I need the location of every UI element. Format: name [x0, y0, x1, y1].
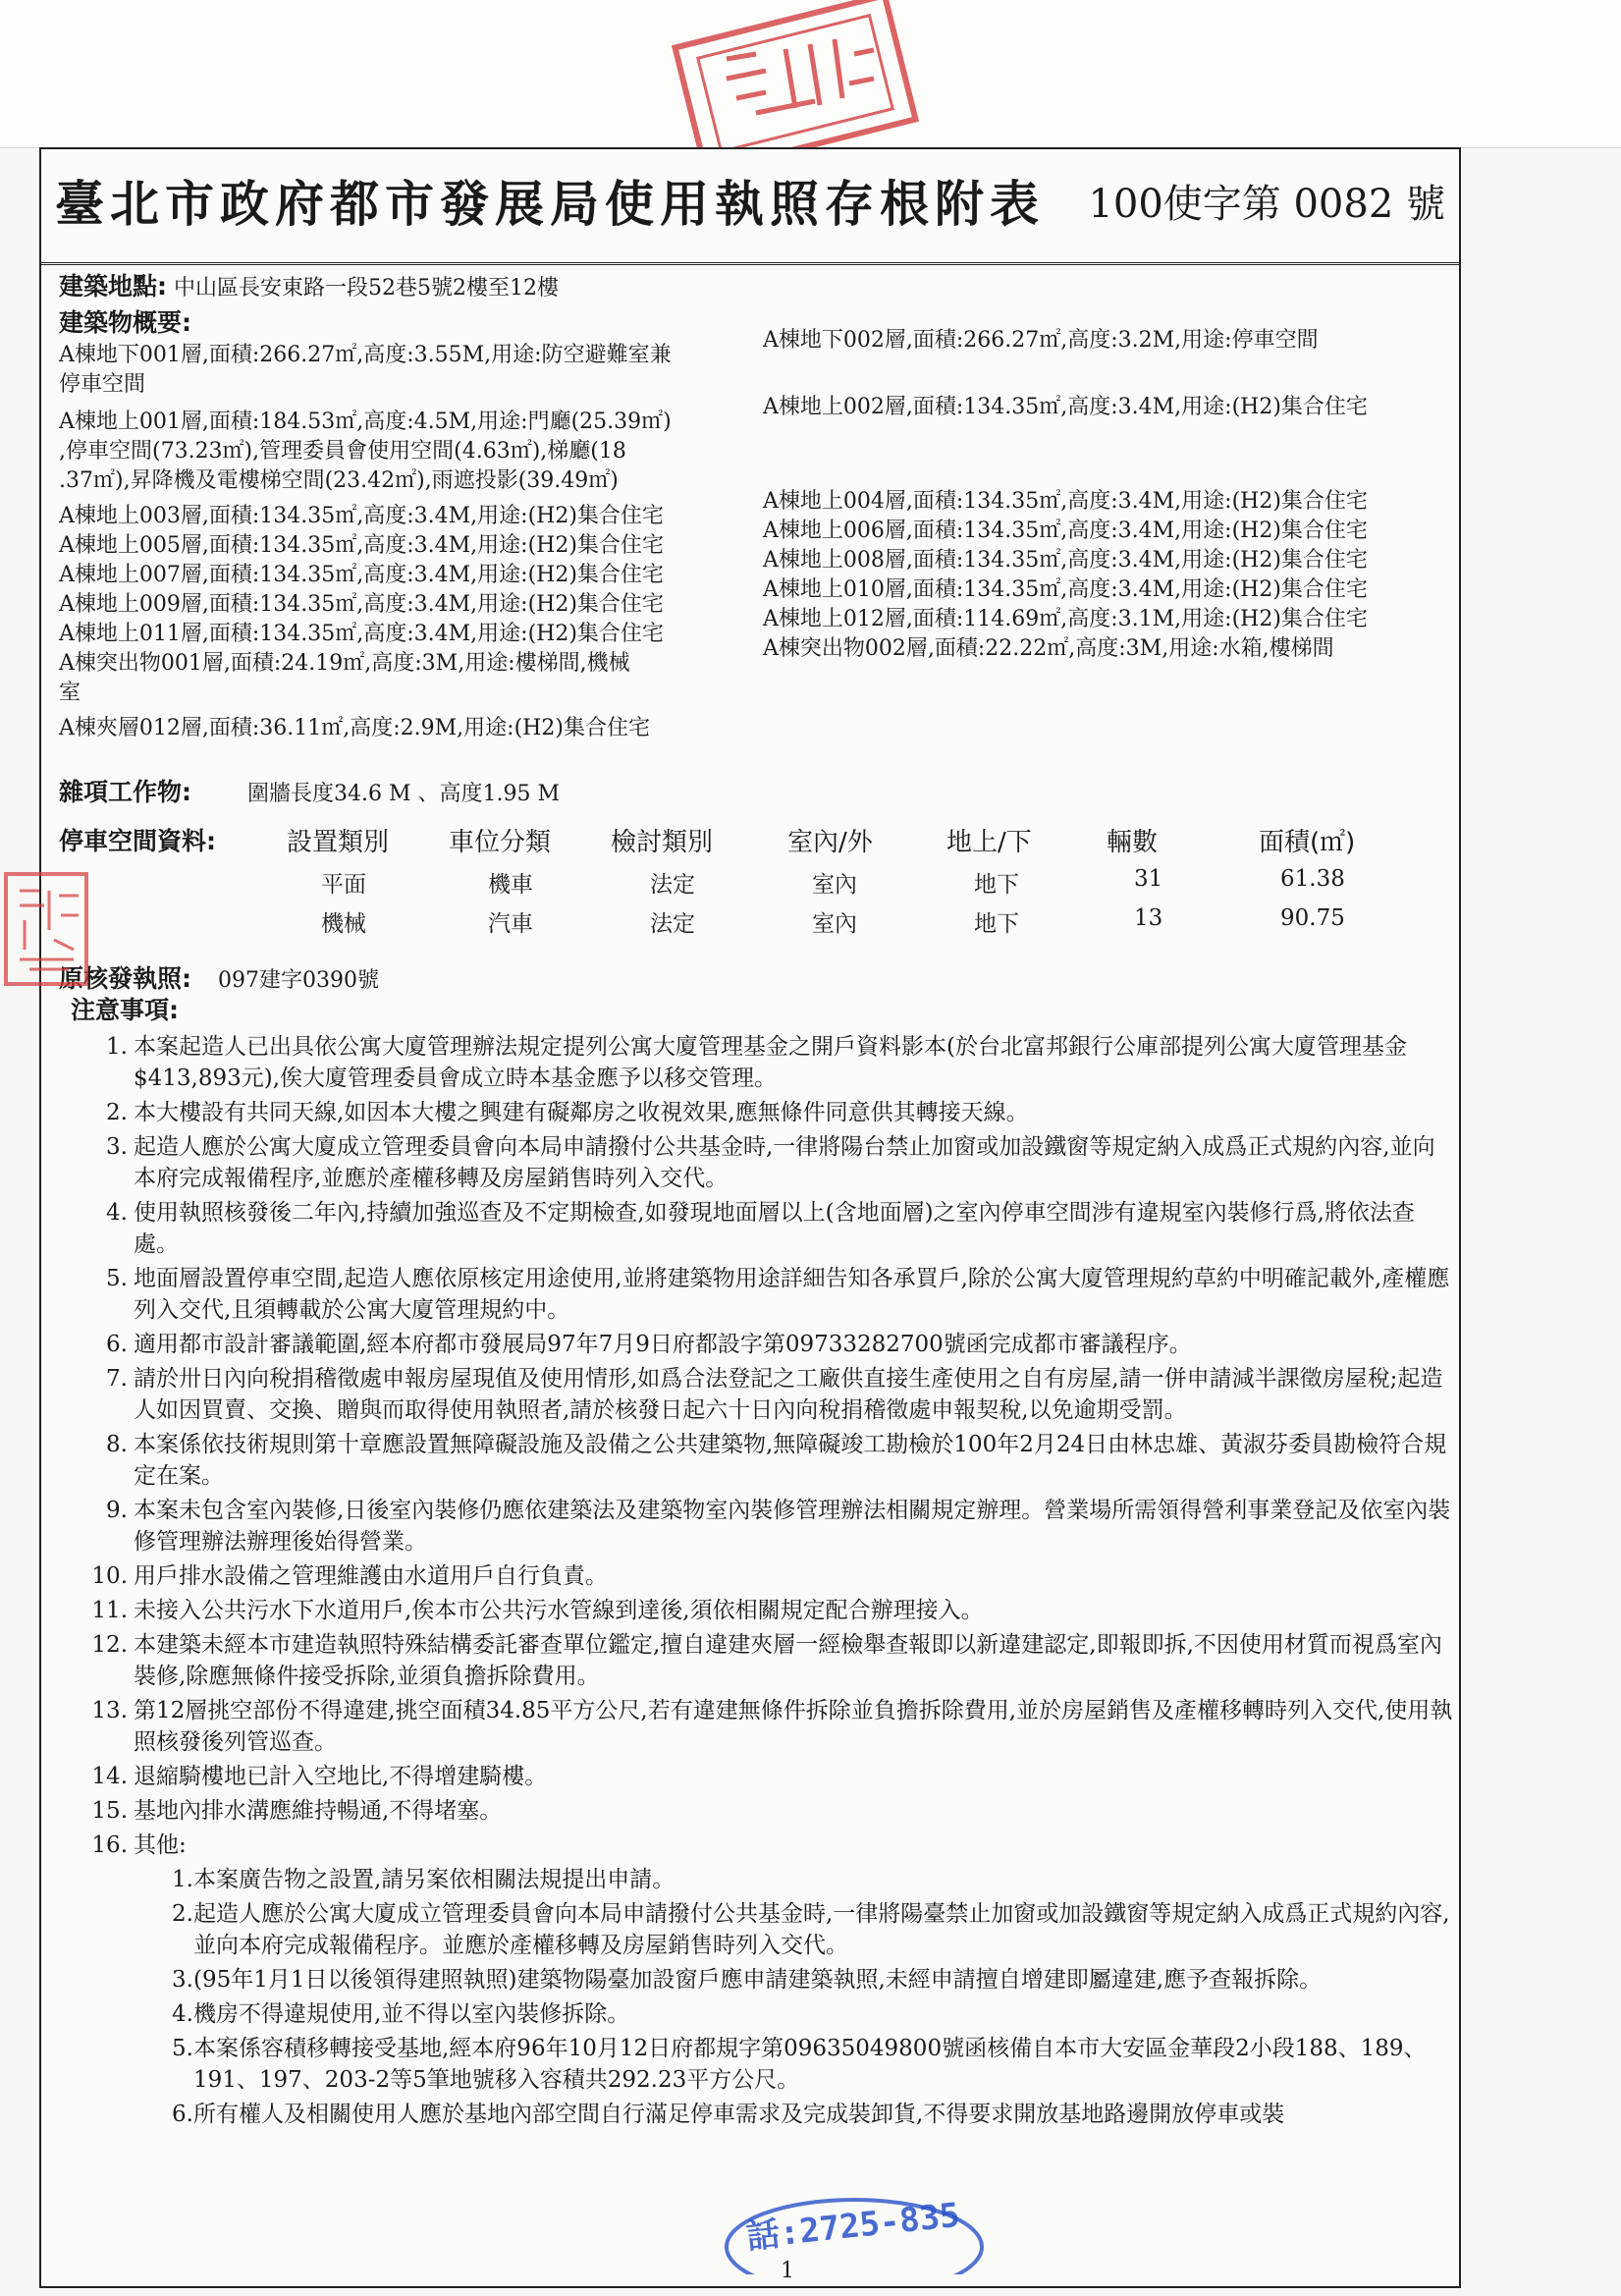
parking-header: 室內/外: [787, 828, 873, 857]
parking-label: 停車空間資料:: [59, 827, 216, 855]
parking-header: 輛數: [1107, 828, 1159, 857]
note-number: 13.: [91, 1698, 128, 1723]
original-permit-row: [59, 964, 379, 996]
parking-cell: 90.75: [1280, 905, 1345, 931]
table-row: [41, 905, 1459, 939]
list-item: [59, 1031, 1453, 1094]
note-text: 適用都市設計審議範圍,經本府都市發展局97年7月9日府都設字第09733282700號函完成都市審議程序。: [134, 1332, 1192, 1357]
overview-line: A棟地上012層,面積:114.69㎡,高度:3.1M,用途:(H2)集合住宅: [763, 607, 1368, 631]
list-item: [59, 1329, 1453, 1360]
parking-header-row: [41, 822, 1459, 861]
list-item: [59, 1263, 1453, 1326]
list-item: [172, 2099, 1453, 2130]
document-title: 臺北市政府都市發展局使用執照存根附表: [55, 175, 1045, 233]
notes-list: [59, 1031, 1453, 2133]
sub-note-number: 4.: [172, 2001, 193, 2027]
overview-line: A棟地上011層,面積:134.35㎡,高度:3.4M,用途:(H2)集合住宅: [59, 622, 664, 646]
parking-header: 地上/下: [946, 828, 1032, 857]
note-number: 16.: [91, 1832, 128, 1858]
note-text: 第12層挑空部份不得違建,挑空面積34.85平方公尺,若有違建無條件拆除並負擔拆除費用,並於房屋銷售及產權移轉時列入交代,使用執照核發後列管巡查。: [134, 1698, 1453, 1755]
overview-line: 停車空間: [59, 372, 146, 397]
official-seal-top: [648, 0, 943, 157]
overview-label: 建築物概要:: [59, 308, 191, 337]
parking-cell: 機械: [321, 911, 366, 937]
overview-line: A棟突出物002層,面積:22.22㎡,高度:3M,用途:水箱,樓梯間: [763, 636, 1334, 661]
note-text: 請於卅日內向稅捐稽徵處申報房屋現值及使用情形,如爲合法登記之工廠供直接生產使用之自有房屋,請一併申請減半課徵房屋稅;起造人如因買賣、交換、贈與而取得使用執照者,請於核發日起六十日內向稅捐稽徵處申報契稅,以免逾期受罰。: [134, 1366, 1443, 1423]
overview-line: A棟地下001層,面積:266.27㎡,高度:3.55M,用途:防空避難室兼: [59, 343, 672, 367]
sub-note-text: 本案廣告物之設置,請另案依相關法規提出申請。: [193, 1867, 675, 1892]
sub-note-number: 6.: [172, 2102, 193, 2127]
blue-stamp-bottom: [712, 2188, 997, 2274]
note-number: 2.: [106, 1100, 128, 1125]
list-item: [59, 1197, 1453, 1260]
note-text: 本大樓設有共同天線,如因本大樓之興建有礙鄰房之收視效果,應無條件同意供其轉接天線。: [134, 1100, 1029, 1125]
overview-line: A棟地上004層,面積:134.35㎡,高度:3.4M,用途:(H2)集合住宅: [763, 489, 1368, 514]
parking-cell: 地下: [974, 911, 1019, 937]
list-item: [59, 1097, 1453, 1128]
permit-appendix-frame: [39, 147, 1461, 2288]
sub-note-number: 5.: [172, 2036, 193, 2061]
overview-line: A棟地上010層,面積:134.35㎡,高度:3.4M,用途:(H2)集合住宅: [763, 577, 1368, 602]
parking-header: 設置類別: [287, 828, 390, 857]
overview-line: [763, 422, 1450, 452]
overview-line: A棟地上001層,面積:184.53㎡,高度:4.5M,用途:門廳(25.39㎡): [59, 410, 672, 434]
misc-structures-row: [59, 778, 560, 809]
notes-label-row: [71, 996, 179, 1027]
note-text: 本案係依技術規則第十章應設置無障礙設施及設備之公共建築物,無障礙竣工勘檢於100年2月24日由林忠雄、黃淑芬委員勘檢符合規定在案。: [134, 1432, 1447, 1489]
parking-cell: 31: [1134, 866, 1163, 892]
parking-cell: 法定: [650, 872, 695, 898]
parking-cell: 機車: [488, 872, 533, 898]
misc-label: 雜項工作物:: [59, 778, 191, 806]
overview-label-row: [59, 308, 191, 340]
note-number: 8.: [106, 1432, 128, 1457]
overview-line: A棟地上003層,面積:134.35㎡,高度:3.4M,用途:(H2)集合住宅: [59, 504, 664, 528]
overview-line: ,停車空間(73.23㎡),管理委員會使用空間(4.63㎡),梯廳(18: [59, 439, 626, 464]
overview-line: A棟地上006層,面積:134.35㎡,高度:3.4M,用途:(H2)集合住宅: [763, 519, 1368, 543]
overview-line: [763, 355, 1450, 385]
note-text: 使用執照核發後二年內,持續加強巡查及不定期檢查,如發現地面層以上(含地面層)之室內停車空間涉有違規室內裝修行爲,將依法查處。: [134, 1200, 1415, 1257]
list-item: [172, 2033, 1453, 2096]
note-text: 本案起造人已出具依公寓大廈管理辦法規定提列公寓大廈管理基金之開戶資料影本(於台北富邦銀行公庫部提列公寓大廈管理基金$413,893元),俟大廈管理委員會成立時本基金應予以移交管理。: [134, 1034, 1407, 1091]
list-item: [59, 1429, 1453, 1492]
misc-value: 圍牆長度34.6 M 、高度1.95 M: [247, 782, 561, 806]
note-number: 10.: [91, 1563, 128, 1589]
overview-column-a: [59, 341, 746, 743]
sub-note-text: 起造人應於公寓大廈成立管理委員會向本局申請撥付公共基金時,一律將陽臺禁止加窗或加設鐵窗等規定納入成爲正式規約內容,並向本府完成報備程序。並應於產權移轉及房屋銷售時列入交代。: [193, 1901, 1450, 1958]
list-item: [59, 1695, 1453, 1758]
sub-note-text: 機房不得違規使用,並不得以室內裝修拆除。: [193, 2001, 630, 2027]
list-item: [172, 1964, 1453, 1995]
overview-line: A棟地上009層,面積:134.35㎡,高度:3.4M,用途:(H2)集合住宅: [59, 592, 664, 617]
sub-note-text: 本案係容積移轉接受基地,經本府96年10月12日府都規字第09635049800號函核備自本市大安區金華段2小段188、189、191、197、203-2等5筆地號移入容積共292.23平方公尺。: [193, 2036, 1427, 2093]
stamp-text: 話:2725-835: [744, 2195, 962, 2258]
note-text: 地面層設置停車空間,起造人應依原核定用途使用,並將建築物用途詳細告知各承買戶,除於公寓大廈管理規約草約中明確記載外,產權應列入交代,且須轉載於公寓大廈管理規約中。: [134, 1266, 1450, 1323]
parking-cell: 13: [1134, 905, 1163, 931]
note-text: 退縮騎樓地已計入空地比,不得增建騎樓。: [134, 1764, 548, 1789]
original-permit-value: 097建字0390號: [218, 968, 379, 993]
note-number: 3.: [106, 1134, 128, 1160]
address-row: [59, 272, 559, 303]
parking-header: 檢討類別: [611, 828, 714, 857]
note-text: 其他:: [134, 1832, 187, 1858]
parking-cell: 室內: [812, 872, 857, 898]
note-number: 4.: [106, 1200, 128, 1226]
sub-note-number: 3.: [172, 1967, 193, 1993]
note-number: 15.: [91, 1798, 128, 1824]
list-item: [59, 1629, 1453, 1692]
note-text: 用戶排水設備之管理維護由水道用戶自行負責。: [134, 1563, 608, 1589]
original-permit-label: 原核發執照:: [59, 964, 191, 993]
overview-line: .37㎡),昇降機及電樓梯空間(23.42㎡),雨遮投影(39.49㎡): [59, 468, 619, 493]
notes-label: 注意事項:: [71, 996, 179, 1024]
address-label: 建築地點:: [59, 272, 167, 301]
note-number: 1.: [106, 1034, 128, 1060]
parking-cell: 法定: [650, 911, 695, 937]
list-item: [59, 1795, 1453, 1827]
list-item: [59, 1560, 1453, 1592]
note-number: 11.: [91, 1598, 128, 1623]
note-number: 14.: [91, 1764, 128, 1789]
sub-note-number: 2.: [172, 1901, 193, 1927]
list-item: [59, 1131, 1453, 1194]
sub-note-number: 1.: [172, 1867, 193, 1892]
list-item: [172, 1898, 1453, 1961]
parking-cell: 室內: [812, 911, 857, 937]
overview-line: [763, 452, 1450, 481]
address-value: 中山區長安東路一段52巷5號2樓至12樓: [174, 276, 559, 301]
overview-line: A棟地上002層,面積:134.35㎡,高度:3.4M,用途:(H2)集合住宅: [763, 395, 1368, 419]
list-item: [59, 1761, 1453, 1792]
note-number: 9.: [106, 1498, 128, 1523]
sub-note-text: (95年1月1日以後領得建照執照)建築物陽臺加設窗戶應申請建築執照,未經申請擅自增建即屬違建,應予查報拆除。: [193, 1967, 1323, 1993]
overview-line: A棟地上008層,面積:134.35㎡,高度:3.4M,用途:(H2)集合住宅: [763, 548, 1368, 573]
sub-note-text: 所有權人及相關使用人應於基地內部空間自行滿足停車需求及完成裝卸貨,不得要求開放基地路邊開放停車或裝: [193, 2102, 1285, 2127]
note-number: 7.: [106, 1366, 128, 1392]
note-text: 本建築未經本市建造執照特殊結構委託審查單位鑑定,擅自違建夾層一經檢舉查報即以新違建認定,即報即拆,不因使用材質而視爲室內裝修,除應無條件接受拆除,並須負擔拆除費用。: [134, 1632, 1442, 1689]
note-number: 5.: [106, 1266, 128, 1291]
title-row: [41, 149, 1459, 265]
note-number: 12.: [91, 1632, 128, 1658]
permit-number: 100使字第 0082 號: [1088, 182, 1445, 227]
overview-line: A棟地下002層,面積:266.27㎡,高度:3.2M,用途:停車空間: [763, 328, 1319, 353]
note-text: 起造人應於公寓大廈成立管理委員會向本局申請撥付公共基金時,一律將陽台禁止加窗或加設鐵窗等規定納入成爲正式規約內容,並向本府完成報備程序,並應於產權移轉及房屋銷售時列入交代。: [134, 1134, 1435, 1191]
list-item: [172, 1998, 1453, 2030]
list-item: [59, 1830, 1453, 1861]
overview-line: 室: [59, 681, 81, 705]
parking-cell: 汽車: [488, 911, 533, 937]
note-number: 6.: [106, 1332, 128, 1357]
overview-line: A棟突出物001層,面積:24.19㎡,高度:3M,用途:樓梯間,機械: [59, 651, 630, 676]
official-seal-left: [0, 866, 93, 994]
list-item: [59, 1495, 1453, 1558]
overview-column-b: [763, 326, 1450, 664]
parking-cell: 地下: [974, 872, 1019, 898]
table-row: [41, 866, 1459, 900]
list-item: [59, 1363, 1453, 1426]
page-number: 1: [781, 2259, 794, 2283]
list-item: [59, 1595, 1453, 1626]
parking-header: 車位分類: [449, 828, 552, 857]
overview-line: A棟地上005層,面積:134.35㎡,高度:3.4M,用途:(H2)集合住宅: [59, 533, 664, 558]
overview-line: A棟夾層012層,面積:36.11㎡,高度:2.9M,用途:(H2)集合住宅: [59, 716, 650, 740]
note-text: 本案未包含室內裝修,日後室內裝修仍應依建築法及建築物室內裝修管理辦法相關規定辦理。營業場所需領得營利事業登記及依室內裝修管理辦法辦理後始得營業。: [134, 1498, 1451, 1555]
overview-line: A棟地上007層,面積:134.35㎡,高度:3.4M,用途:(H2)集合住宅: [59, 563, 664, 587]
parking-cell: 平面: [321, 872, 366, 898]
note-text: 未接入公共污水下水道用戶,俟本市公共污水管線到達後,須依相關規定配合辦理接入。: [134, 1598, 984, 1623]
parking-cell: 61.38: [1280, 866, 1345, 892]
note-text: 基地內排水溝應維持暢通,不得堵塞。: [134, 1798, 503, 1824]
parking-header: 面積(㎡): [1259, 828, 1356, 857]
list-item: [172, 1864, 1453, 1895]
